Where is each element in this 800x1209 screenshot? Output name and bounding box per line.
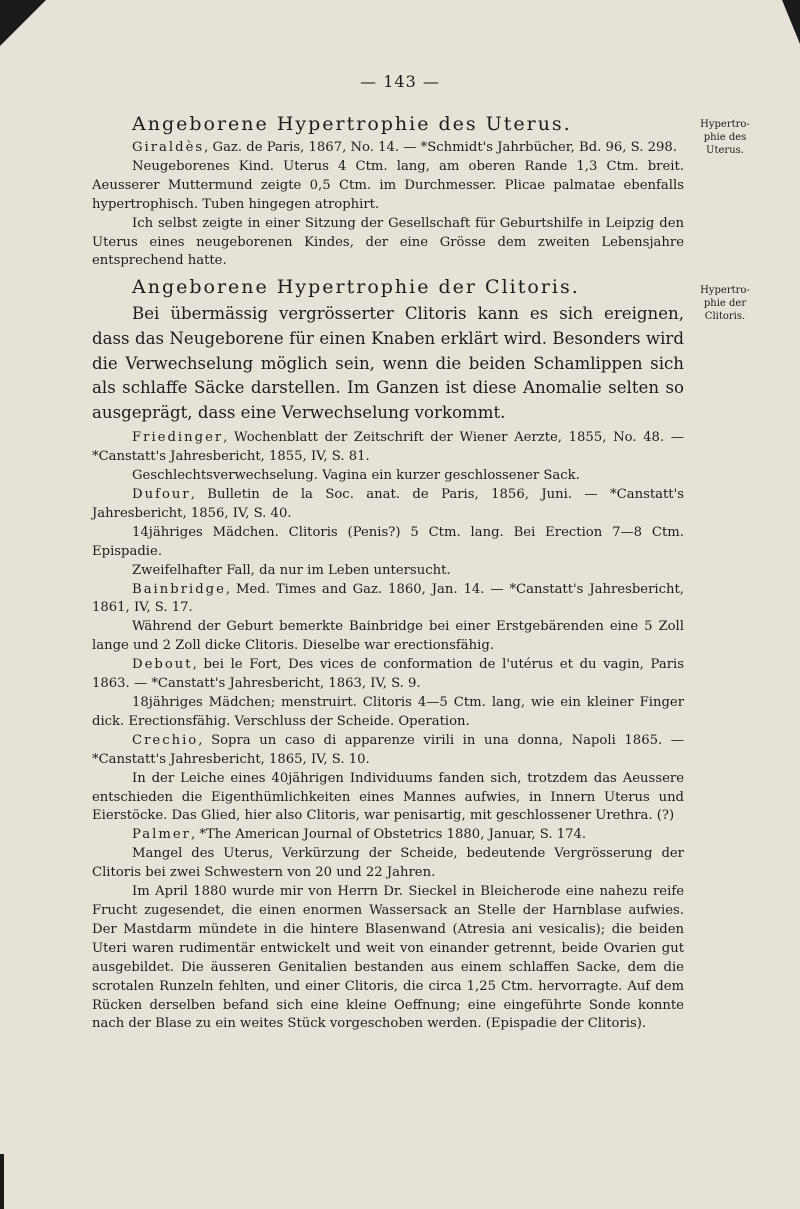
- paragraph: Neugeborenes Kind. Uterus 4 Ctm. lang, am oberen Rande 1,3 Ctm. breit. Aeusserer Muttermund zeigte 0,5 Ctm. im Durchmesser. Plicae palmatae ebenfalls hypertrophisch. Tuben hingegen atrophirt.: [92, 158, 684, 212]
- reference-author: Bainbridge: [132, 581, 226, 597]
- margin-note-line: Uterus.: [706, 145, 744, 156]
- reference-entry: [92, 486, 684, 524]
- page-number: — 143 —: [360, 72, 440, 91]
- reference-text: , bei le Fort, Des vices de conformation de l'utérus et du vagin, Paris 1863. — *Canstatt's Jahresbericht, 1863, IV, S. 9.: [92, 657, 684, 692]
- reference-author: Crechio: [132, 732, 199, 748]
- reference-author: Dufour: [132, 487, 191, 503]
- paragraph: In der Leiche eines 40jährigen Individuums fanden sich, trotzdem das Aeussere entschieden die Eigenthümlichkeiten eines Mannes aufwies, in Innern Uterus und Eierstöcke. Das Glied, hier also Clitoris, war penisartig, mit geschlossener Urethra. (?): [92, 770, 684, 824]
- margin-note-line: phie der: [703, 298, 747, 309]
- margin-note-line: phie des: [703, 132, 747, 143]
- reference-entry: [92, 581, 684, 619]
- reference-entry: [92, 732, 684, 770]
- reference-entries: [92, 429, 684, 1034]
- paragraph: 14jähriges Mädchen. Clitoris (Penis?) 5 Ctm. lang. Bei Erection 7—8 Ctm. Epispadie.: [92, 524, 684, 559]
- reference-giraldes: [92, 139, 684, 158]
- reference-text: , *The American Journal of Obstetrics 1880, Januar, S. 174.: [190, 827, 587, 843]
- paragraph: Während der Geburt bemerkte Bainbridge bei einer Erstgebärenden eine 5 Zoll lange und 2 Zoll dicke Clitoris. Dieselbe war erectionsfähig.: [92, 619, 684, 654]
- margin-note-uterus: [690, 118, 760, 157]
- reference-entry: [92, 826, 684, 845]
- reference-author: Palmer: [132, 827, 191, 843]
- intro-paragraph: Bei übermässig vergrösserter Clitoris kann es sich ereignen, dass das Neugeborene für einen Knaben erklärt wird. Besonders wird die Verwechselung möglich sein, wenn die beiden Schamlippen sich als schlaffe Säcke darstellen. Im Ganzen ist diese Anomalie selten so ausgeprägt, dass eine Verwechselung vorkommt.: [92, 304, 684, 422]
- paragraph: Im April 1880 wurde mir von Herrn Dr. Sieckel in Bleicherode eine nahezu reife Frucht zugesendet, die einen enormen Wassersack an Stelle der Harnblase aufwies. Der Mastdarm mündete in die hintere Blasenwand (Atresia ani vesicalis); die beiden Uteri waren rudimentär entwickelt und weit von einander getrennt, beide Ovarien gut ausgebildet. Die äusseren Genitalien bestanden aus einem schlaffen Sacke, dem die scrotalen Runzeln fehlten, und einer Clitoris, die circa 1,25 Ctm. hervorragte. Auf dem Rücken derselben befand sich eine kleine Oeffnung; eine eingeführte Sonde konnte nach der Blase zu ein weites Stück vorgeschoben werden. (Epispadie der Clitoris).: [92, 884, 684, 1032]
- scan-corner-top-left: [0, 0, 46, 46]
- paragraph: 18jähriges Mädchen; menstruirt. Clitoris 4—5 Ctm. lang, wie ein kleiner Finger dick. Erectionsfähig. Verschluss der Scheide. Operation.: [92, 695, 684, 729]
- reference-entry: [92, 656, 684, 694]
- reference-text: , Sopra un caso di apparenze virili in una donna, Napoli 1865. — *Canstatt's Jahresbericht, 1865, IV, S. 10.: [92, 732, 684, 767]
- paragraph: Geschlechtsverwechselung. Vagina ein kurzer geschlossener Sack.: [132, 468, 580, 484]
- section-heading-uterus: Angeborene Hypertrophie des Uterus.: [132, 113, 572, 135]
- margin-note-line: Clitoris.: [704, 311, 746, 322]
- margin-note-line: Hypertro-: [700, 119, 750, 130]
- section-heading-clitoris: Angeborene Hypertrophie der Clitoris.: [132, 276, 580, 299]
- reference-text: , Med. Times and Gaz. 1860, Jan. 14. — *Canstatt's Jahresbericht, 1861, IV, S. 17.: [92, 581, 684, 616]
- scan-corner-top-right: [782, 0, 800, 44]
- paragraph: Mangel des Uterus, Verkürzung der Scheide, bedeutende Vergrösserung der Clitoris bei zwei Schwestern von 20 und 22 Jahren.: [92, 846, 684, 881]
- reference-author: Giraldès: [132, 140, 205, 155]
- paragraph: Zweifelhafter Fall, da nur im Leben untersucht.: [132, 562, 451, 578]
- reference-author: Debout: [132, 657, 193, 673]
- reference-author: Friedinger: [132, 430, 224, 446]
- reference-text: , Bulletin de la Soc. anat. de Paris, 1856, Juni. — *Canstatt's Jahresbericht, 1856, IV, S. 40.: [92, 487, 684, 521]
- reference-text: , Wochenblatt der Zeitschrift der Wiener Aerzte, 1855, No. 48. — *Canstatt's Jahresbericht, 1855, IV, S. 81.: [92, 430, 684, 465]
- margin-note-clitoris: [690, 284, 760, 323]
- reference-entry: [92, 429, 684, 467]
- page-body: [92, 112, 684, 1034]
- margin-note-line: Hypertro-: [700, 285, 750, 296]
- paragraph: Ich selbst zeigte in einer Sitzung der Gesellschaft für Geburtshilfe in Leipzig den Uterus eines neugeborenen Kindes, der eine Grösse dem zweiten Lebensjahre entsprechend hatte.: [92, 215, 684, 269]
- scan-edge-bottom-left: [0, 1154, 4, 1209]
- reference-text: , Gaz. de Paris, 1867, No. 14. — *Schmidt's Jahrbücher, Bd. 96, S. 298.: [204, 140, 677, 155]
